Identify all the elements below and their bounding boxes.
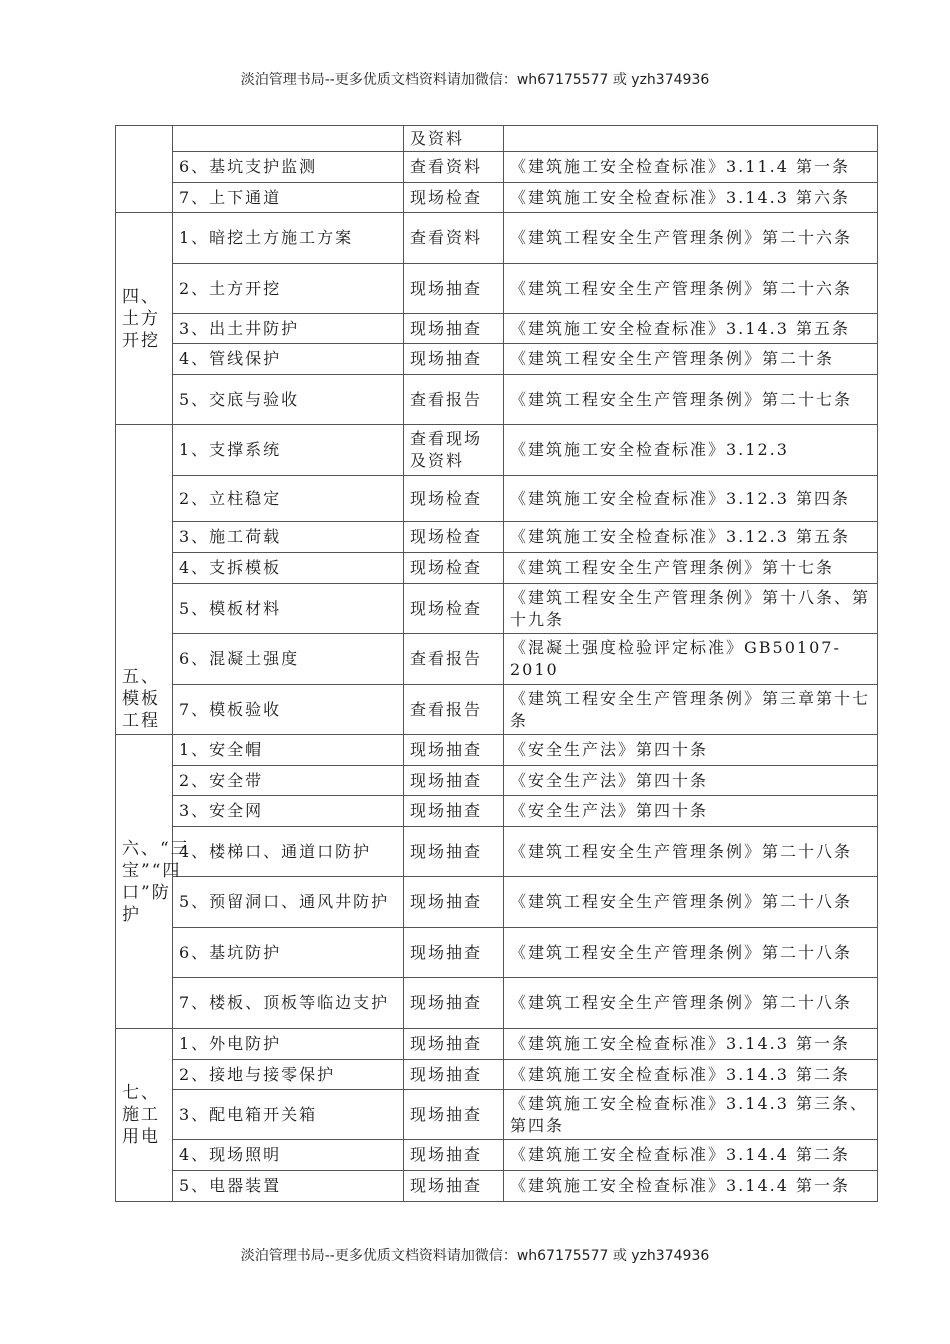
item-cell: 4、支拆模板 bbox=[173, 553, 404, 584]
item-cell: 6、混凝土强度 bbox=[173, 634, 404, 685]
table-row bbox=[116, 213, 878, 264]
page-header-note: 淡泊管理书局--更多优质文档资料请加微信：wh67175577 或 yzh374936 bbox=[240, 72, 710, 88]
table-row bbox=[116, 766, 878, 796]
method-cell: 现场抽查 bbox=[404, 344, 504, 375]
table-row bbox=[116, 522, 878, 553]
table-row bbox=[116, 1140, 878, 1171]
method-cell: 查看报告 bbox=[404, 634, 504, 685]
reference-cell: 《混凝土强度检验评定标准》GB50107-2010 bbox=[504, 634, 878, 685]
item-cell: 3、出土井防护 bbox=[173, 314, 404, 344]
item-cell: 5、交底与验收 bbox=[173, 375, 404, 425]
reference-cell: 《建筑施工安全检查标准》3.12.3 bbox=[504, 425, 878, 476]
category-cell bbox=[116, 126, 173, 213]
reference-cell: 《建筑工程安全生产管理条例》第三章第十七条 bbox=[504, 685, 878, 735]
table-row bbox=[116, 183, 878, 213]
reference-cell: 《建筑工程安全生产管理条例》第二十六条 bbox=[504, 213, 878, 264]
method-cell: 现场抽查 bbox=[404, 1060, 504, 1090]
reference-cell: 《安全生产法》第四十条 bbox=[504, 796, 878, 827]
reference-cell: 《建筑工程安全生产管理条例》第二十六条 bbox=[504, 264, 878, 314]
method-cell: 现场抽查 bbox=[404, 1171, 504, 1202]
table-row bbox=[116, 928, 878, 978]
table-row bbox=[116, 735, 878, 766]
item-cell: 4、楼梯口、通道口防护 bbox=[173, 827, 404, 877]
item-cell: 5、模板材料 bbox=[173, 584, 404, 634]
method-cell: 现场检查 bbox=[404, 522, 504, 553]
item-cell: 3、配电箱开关箱 bbox=[173, 1090, 404, 1140]
table-row bbox=[116, 425, 878, 476]
method-cell: 现场抽查 bbox=[404, 735, 504, 766]
reference-cell: 《建筑施工安全检查标准》3.14.4 第一条 bbox=[504, 1171, 878, 1202]
item-cell: 4、现场照明 bbox=[173, 1140, 404, 1171]
item-cell: 1、安全帽 bbox=[173, 735, 404, 766]
table-row bbox=[116, 827, 878, 877]
item-cell: 5、预留洞口、通风井防护 bbox=[173, 877, 404, 928]
table-row bbox=[116, 264, 878, 314]
table-row bbox=[116, 978, 878, 1029]
item-cell: 7、楼板、顶板等临边支护 bbox=[173, 978, 404, 1029]
item-cell: 7、上下通道 bbox=[173, 183, 404, 213]
method-cell: 现场检查 bbox=[404, 584, 504, 634]
reference-cell: 《建筑工程安全生产管理条例》第二十八条 bbox=[504, 978, 878, 1029]
method-cell: 现场抽查 bbox=[404, 264, 504, 314]
method-cell: 查看现场及资料 bbox=[404, 425, 504, 476]
table-row bbox=[116, 796, 878, 827]
method-cell: 现场检查 bbox=[404, 476, 504, 522]
reference-cell: 《建筑施工安全检查标准》3.14.3 第五条 bbox=[504, 314, 878, 344]
item-cell: 4、管线保护 bbox=[173, 344, 404, 375]
reference-cell: 《建筑施工安全检查标准》3.12.3 第四条 bbox=[504, 476, 878, 522]
method-cell: 现场抽查 bbox=[404, 1090, 504, 1140]
table-row bbox=[116, 314, 878, 344]
method-cell: 查看资料 bbox=[404, 213, 504, 264]
item-cell: 2、安全带 bbox=[173, 766, 404, 796]
table-row bbox=[116, 685, 878, 735]
reference-cell: 《建筑施工安全检查标准》3.14.4 第二条 bbox=[504, 1140, 878, 1171]
category-cell: 四、土方开挖 bbox=[116, 213, 173, 425]
method-cell: 现场抽查 bbox=[404, 314, 504, 344]
method-cell: 现场抽查 bbox=[404, 766, 504, 796]
method-cell: 现场检查 bbox=[404, 183, 504, 213]
item-cell: 1、外电防护 bbox=[173, 1029, 404, 1060]
method-cell: 查看报告 bbox=[404, 685, 504, 735]
reference-cell: 《安全生产法》第四十条 bbox=[504, 766, 878, 796]
table-row bbox=[116, 375, 878, 425]
table-row bbox=[116, 584, 878, 634]
method-cell: 现场抽查 bbox=[404, 1029, 504, 1060]
method-cell: 现场抽查 bbox=[404, 978, 504, 1029]
table-row bbox=[116, 877, 878, 928]
table-row bbox=[116, 1060, 878, 1090]
item-cell: 3、施工荷载 bbox=[173, 522, 404, 553]
reference-cell: 《安全生产法》第四十条 bbox=[504, 735, 878, 766]
table-row bbox=[116, 344, 878, 375]
item-cell: 1、暗挖土方施工方案 bbox=[173, 213, 404, 264]
item-cell: 2、立柱稳定 bbox=[173, 476, 404, 522]
method-cell: 现场抽查 bbox=[404, 877, 504, 928]
item-cell: 5、电器装置 bbox=[173, 1171, 404, 1202]
item-cell: 2、土方开挖 bbox=[173, 264, 404, 314]
reference-cell: 《建筑工程安全生产管理条例》第二十八条 bbox=[504, 877, 878, 928]
reference-cell: 《建筑施工安全检查标准》3.11.4 第一条 bbox=[504, 152, 878, 183]
table-row bbox=[116, 1171, 878, 1202]
reference-cell: 《建筑施工安全检查标准》3.14.3 第三条、第四条 bbox=[504, 1090, 878, 1140]
method-cell: 及资料 bbox=[404, 126, 504, 152]
reference-cell bbox=[504, 126, 878, 152]
category-cell: 七、施工用电 bbox=[116, 1029, 173, 1202]
safety-inspection-table bbox=[115, 125, 878, 1202]
reference-cell: 《建筑工程安全生产管理条例》第二十八条 bbox=[504, 928, 878, 978]
reference-cell: 《建筑工程安全生产管理条例》第二十八条 bbox=[504, 827, 878, 877]
reference-cell: 《建筑施工安全检查标准》3.14.3 第一条 bbox=[504, 1029, 878, 1060]
reference-cell: 《建筑施工安全检查标准》3.12.3 第五条 bbox=[504, 522, 878, 553]
reference-cell: 《建筑工程安全生产管理条例》第二十条 bbox=[504, 344, 878, 375]
method-cell: 查看资料 bbox=[404, 152, 504, 183]
item-cell: 2、接地与接零保护 bbox=[173, 1060, 404, 1090]
table-row bbox=[116, 634, 878, 685]
reference-cell: 《建筑工程安全生产管理条例》第十八条、第十九条 bbox=[504, 584, 878, 634]
category-cell: 六、“三宝”“四口”防护 bbox=[116, 735, 173, 1029]
reference-cell: 《建筑施工安全检查标准》3.14.3 第六条 bbox=[504, 183, 878, 213]
table-row bbox=[116, 152, 878, 183]
method-cell: 查看报告 bbox=[404, 375, 504, 425]
method-cell: 现场抽查 bbox=[404, 1140, 504, 1171]
method-cell: 现场抽查 bbox=[404, 796, 504, 827]
item-cell: 6、基坑防护 bbox=[173, 928, 404, 978]
item-cell: 7、模板验收 bbox=[173, 685, 404, 735]
category-cell: 五、模板工程 bbox=[116, 425, 173, 735]
reference-cell: 《建筑工程安全生产管理条例》第十七条 bbox=[504, 553, 878, 584]
page-footer-note: 淡泊管理书局--更多优质文档资料请加微信：wh67175577 或 yzh374936 bbox=[240, 1248, 710, 1264]
table-row bbox=[116, 553, 878, 584]
table-row bbox=[116, 1029, 878, 1060]
item-cell: 6、基坑支护监测 bbox=[173, 152, 404, 183]
method-cell: 现场抽查 bbox=[404, 928, 504, 978]
item-cell: 1、支撑系统 bbox=[173, 425, 404, 476]
table-row bbox=[116, 476, 878, 522]
table-row bbox=[116, 126, 878, 152]
item-cell bbox=[173, 126, 404, 152]
table-row bbox=[116, 1090, 878, 1140]
method-cell: 现场抽查 bbox=[404, 827, 504, 877]
reference-cell: 《建筑工程安全生产管理条例》第二十七条 bbox=[504, 375, 878, 425]
method-cell: 现场检查 bbox=[404, 553, 504, 584]
item-cell: 3、安全网 bbox=[173, 796, 404, 827]
reference-cell: 《建筑施工安全检查标准》3.14.3 第二条 bbox=[504, 1060, 878, 1090]
